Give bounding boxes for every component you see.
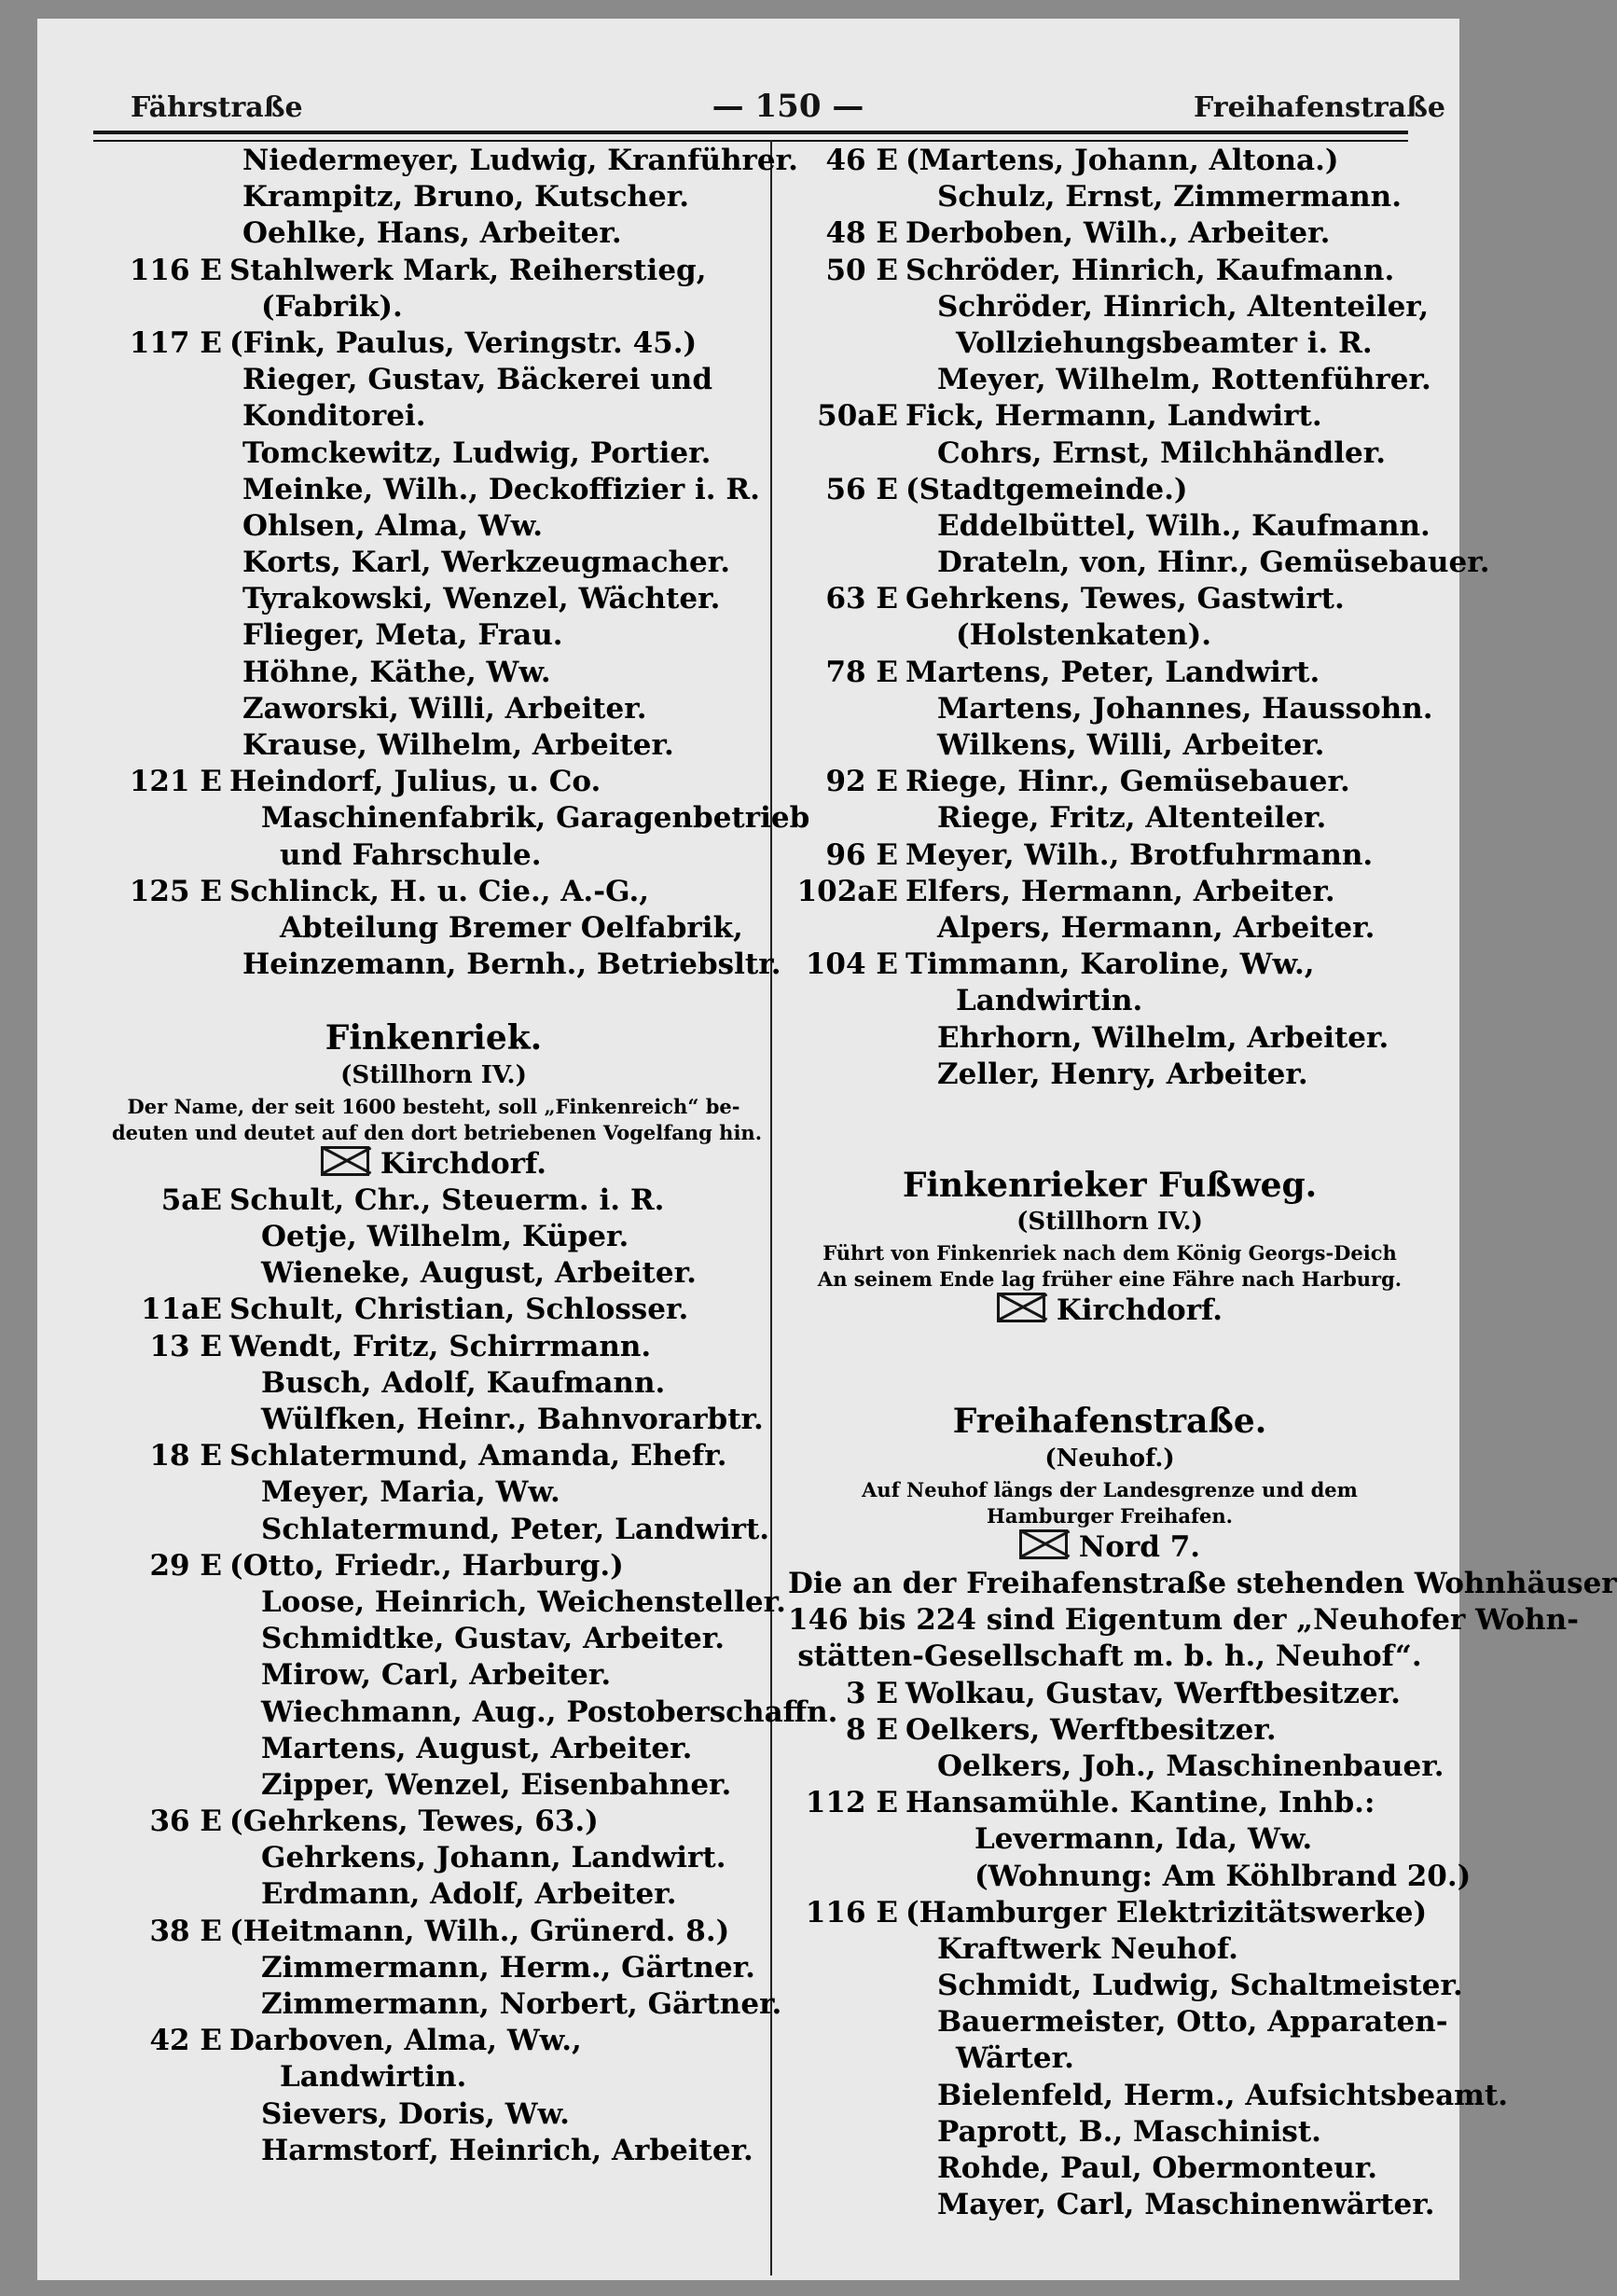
house-number: 8 E xyxy=(846,1712,898,1747)
resident-text: Landwirtin. xyxy=(280,2060,467,2095)
resident-text: Schröder, Hinrich, Kaufmann. xyxy=(905,253,1395,287)
directory-entry xyxy=(788,910,1431,947)
directory-entry xyxy=(788,1821,1431,1858)
post-office-line xyxy=(788,1529,1431,1566)
resident-text: Zimmermann, Herm., Gärtner. xyxy=(261,1950,755,1985)
resident-text: Schlinck, H. u. Cie., A.-G., xyxy=(229,874,650,908)
directory-entry xyxy=(788,764,1431,800)
house-number: 56 E xyxy=(825,472,898,506)
house-number: 38 E xyxy=(149,1914,222,1948)
resident-text: Fick, Hermann, Landwirt. xyxy=(905,399,1322,434)
house-number: 125 E xyxy=(129,874,222,908)
resident-text: (Hamburger Elektrizitätswerke) xyxy=(905,1895,1428,1929)
house-number: 92 E xyxy=(825,765,898,799)
envelope-icon xyxy=(1019,1529,1068,1559)
directory-entry xyxy=(112,1694,838,1731)
directory-entry xyxy=(788,508,1431,545)
resident-text: Mirow, Carl, Arbeiter. xyxy=(261,1658,612,1693)
resident-text: Schult, Chr., Steuerm. i. R. xyxy=(229,1183,665,1217)
resident-text: Maschinenfabrik, Garagenbetrieb xyxy=(261,801,810,836)
directory-entry xyxy=(112,1621,755,1657)
street-note: An seinem Ende lag früher eine Fähre nach Harburg. xyxy=(817,1267,1403,1292)
directory-entry xyxy=(788,1895,1431,1931)
resident-text: Harmstorf, Heinrich, Arbeiter. xyxy=(261,2133,753,2167)
resident-text: Niedermeyer, Ludwig, Kranführer. xyxy=(242,144,798,177)
directory-entry xyxy=(788,2004,1448,2040)
house-number: 63 E xyxy=(825,582,898,616)
directory-entry xyxy=(788,655,1431,691)
resident-text: Cohrs, Ernst, Milchhändler. xyxy=(937,436,1387,470)
directory-entry xyxy=(112,289,755,325)
resident-text: Bielenfeld, Herm., Aufsichtsbeamt. xyxy=(937,2078,1509,2112)
envelope-icon xyxy=(321,1146,369,1176)
spacer xyxy=(788,1329,1431,1366)
directory-entry xyxy=(112,143,798,179)
resident-text: Krause, Wilhelm, Arbeiter. xyxy=(242,728,674,762)
directory-entry xyxy=(788,874,1431,910)
directory-entry xyxy=(112,1292,755,1328)
directory-entry xyxy=(788,289,1431,325)
post-office-label: Kirchdorf. xyxy=(1056,1293,1223,1328)
directory-entry xyxy=(788,1859,1472,1895)
directory-entry xyxy=(788,325,1431,362)
resident-text: Loose, Heinrich, Weichensteller. xyxy=(261,1584,786,1619)
resident-text: Wärter. xyxy=(956,2041,1074,2076)
resident-text: (Wohnung: Am Köhlbrand 20.) xyxy=(974,1859,1472,1893)
spacer xyxy=(112,983,755,1020)
directory-entry xyxy=(788,691,1431,727)
street-district: (Stillhorn IV.) xyxy=(340,1060,527,1089)
resident-text: Wolkau, Gustav, Werftbesitzer. xyxy=(905,1676,1401,1710)
resident-text: Schmidtke, Gustav, Arbeiter. xyxy=(261,1622,725,1656)
resident-text: Konditorei. xyxy=(242,399,426,434)
resident-text: (Otto, Friedr., Harburg.) xyxy=(229,1548,624,1583)
running-header xyxy=(131,82,1445,138)
street-note: deuten und deutet auf den dort betriebenen Vogelfang hin. xyxy=(112,1120,762,1144)
resident-text: Martens, Peter, Landwirt. xyxy=(905,655,1320,689)
directory-entry xyxy=(112,1329,755,1365)
street-district: (Stillhorn IV.) xyxy=(1016,1208,1203,1237)
page-number: — 150 — xyxy=(712,88,864,125)
directory-entry xyxy=(112,1548,755,1584)
directory-entry xyxy=(788,837,1431,874)
resident-text: Zeller, Henry, Arbeiter. xyxy=(937,1057,1308,1091)
directory-entry xyxy=(112,874,755,910)
resident-text: Meyer, Wilh., Brotfuhrmann. xyxy=(905,837,1374,872)
street-note: Der Name, der seit 1600 besteht, soll „Finkenreich“ be- xyxy=(127,1094,740,1118)
header-rule-thin xyxy=(93,140,1408,142)
directory-entry xyxy=(112,837,755,874)
resident-text: Wendt, Fritz, Schirrmann. xyxy=(229,1329,652,1363)
street-note: Führt von Finkenriek nach dem König Georgs-Deich xyxy=(822,1241,1397,1266)
resident-text: Rieger, Gustav, Bäckerei und xyxy=(242,363,713,397)
directory-entry xyxy=(112,398,755,435)
resident-text: Hansamühle. Kantine, Inhb.: xyxy=(905,1786,1375,1820)
resident-text: Busch, Adolf, Kaufmann. xyxy=(261,1365,666,1400)
directory-entry xyxy=(112,1914,755,1950)
resident-text: Flieger, Meta, Frau. xyxy=(242,618,563,653)
directory-entry xyxy=(112,581,755,617)
header-left-street: Fährstraße xyxy=(131,91,303,124)
house-number: 50aE xyxy=(817,399,898,434)
directory-entry xyxy=(112,362,755,398)
resident-text: Paprott, B., Maschinist. xyxy=(937,2114,1321,2149)
directory-entry xyxy=(112,472,760,508)
resident-text: Oelkers, Joh., Maschinenbauer. xyxy=(937,1749,1444,1783)
resident-text: (Heitmann, Wilh., Grünerd. 8.) xyxy=(229,1914,730,1948)
resident-text: Tomckewitz, Ludwig, Portier. xyxy=(242,436,712,470)
resident-text: Tyrakowski, Wenzel, Wächter. xyxy=(242,582,721,616)
resident-text: Schmidt, Ludwig, Schaltmeister. xyxy=(937,1969,1463,2003)
resident-text: Wilkens, Willi, Arbeiter. xyxy=(937,728,1325,762)
resident-text: Vollziehungsbeamter i. R. xyxy=(956,325,1373,360)
resident-text: Sievers, Doris, Ww. xyxy=(261,2096,570,2131)
house-number: 42 E xyxy=(149,2024,222,2058)
directory-entry xyxy=(788,1968,1463,2004)
house-number: 117 E xyxy=(129,325,222,360)
directory-entry xyxy=(112,545,755,581)
resident-text: Zimmermann, Norbert, Gärtner. xyxy=(261,1987,782,2021)
envelope-icon xyxy=(997,1293,1045,1322)
directory-entry xyxy=(788,727,1431,764)
directory-entry xyxy=(788,1785,1431,1821)
resident-text: und Fahrschule. xyxy=(280,837,542,872)
directory-entry xyxy=(788,253,1431,289)
resident-text: Bauermeister, Otto, Apparaten- xyxy=(937,2005,1448,2040)
directory-entry xyxy=(112,1804,755,1840)
resident-text: Gehrkens, Tewes, Gastwirt. xyxy=(905,582,1345,616)
header-right-street: Freihafenstraße xyxy=(1194,91,1445,124)
house-number: 102aE xyxy=(796,874,898,908)
directory-entry xyxy=(788,1749,1444,1785)
directory-entry xyxy=(112,253,755,289)
spacer xyxy=(788,1366,1431,1404)
street-note: Die an der Freihafenstraße stehenden Wohnhäuser xyxy=(788,1567,1617,1600)
resident-text: Schlatermund, Peter, Landwirt. xyxy=(261,1512,770,1546)
post-office-line xyxy=(112,1146,755,1183)
resident-text: Meinke, Wilh., Deckoffizier i. R. xyxy=(242,472,760,506)
directory-entry xyxy=(112,179,755,215)
resident-text: Ohlsen, Alma, Ww. xyxy=(242,508,544,543)
house-number: 18 E xyxy=(149,1439,222,1473)
resident-text: Höhne, Käthe, Ww. xyxy=(242,655,551,689)
directory-entry xyxy=(112,1402,764,1438)
house-number: 78 E xyxy=(825,655,898,689)
directory-entry xyxy=(112,1183,755,1219)
directory-entry xyxy=(788,545,1490,581)
directory-entry xyxy=(788,1931,1431,1968)
resident-text: Schröder, Hinrich, Altenteiler, xyxy=(937,289,1430,324)
directory-entry xyxy=(112,727,755,764)
directory-entry xyxy=(112,910,755,947)
directory-entry xyxy=(788,143,1431,179)
directory-entry xyxy=(112,2059,755,2095)
directory-entry xyxy=(112,1584,786,1621)
directory-entry xyxy=(788,800,1431,837)
directory-entry xyxy=(788,947,1431,983)
directory-entry xyxy=(112,1512,770,1548)
resident-text: Landwirtin. xyxy=(956,984,1143,1018)
spacer xyxy=(788,1093,1431,1130)
directory-entry xyxy=(112,1438,755,1474)
directory-entry xyxy=(112,655,755,691)
resident-text: Abteilung Bremer Oelfabrik, xyxy=(280,910,743,945)
resident-text: Derboben, Wilh., Arbeiter. xyxy=(905,216,1331,251)
directory-entry xyxy=(788,1712,1431,1749)
right-column xyxy=(788,143,1617,2223)
house-number: 48 E xyxy=(825,216,898,251)
resident-text: (Martens, Johann, Altona.) xyxy=(905,144,1339,177)
directory-entry xyxy=(112,617,755,654)
house-number: 5aE xyxy=(160,1183,222,1217)
street-heading: Finkenrieker Fußweg. xyxy=(902,1165,1318,1205)
house-number: 121 E xyxy=(129,765,222,799)
resident-text: (Fink, Paulus, Veringstr. 45.) xyxy=(229,325,698,360)
street-note: stätten-Gesellschaft m. b. h., Neuhof“. xyxy=(797,1639,1422,1674)
street-district: (Neuhof.) xyxy=(1044,1444,1175,1473)
house-number: 116 E xyxy=(129,253,222,287)
house-number: 13 E xyxy=(149,1329,222,1363)
directory-entry xyxy=(112,2023,755,2059)
resident-text: Darboven, Alma, Ww., xyxy=(229,2024,582,2058)
directory-entry xyxy=(112,1474,755,1511)
directory-entry xyxy=(112,947,781,983)
directory-entry xyxy=(112,1219,755,1255)
resident-text: Riege, Hinr., Gemüsebauer. xyxy=(905,765,1350,799)
directory-entry xyxy=(112,1657,755,1694)
resident-text: Wiechmann, Aug., Postoberschaffn. xyxy=(261,1694,838,1729)
street-note: Auf Neuhof längs der Landesgrenze und dem xyxy=(862,1477,1358,1501)
directory-entry xyxy=(112,325,755,362)
directory-entry xyxy=(112,1255,755,1292)
resident-text: Korts, Karl, Werkzeugmacher. xyxy=(242,546,731,580)
directory-entry xyxy=(788,398,1431,435)
directory-entry xyxy=(788,1057,1431,1093)
left-column xyxy=(112,143,838,2169)
resident-text: Stahlwerk Mark, Reiherstieg, xyxy=(229,253,707,287)
directory-entry xyxy=(112,764,755,800)
resident-text: Mayer, Carl, Maschinenwärter. xyxy=(937,2188,1435,2222)
house-number: 29 E xyxy=(149,1548,222,1583)
resident-text: Schlatermund, Amanda, Ehefr. xyxy=(229,1439,727,1473)
resident-text: Timmann, Karoline, Ww., xyxy=(905,947,1315,982)
directory-entry xyxy=(788,581,1431,617)
house-number: 96 E xyxy=(825,837,898,872)
directory-entry xyxy=(112,436,755,472)
resident-text: Zipper, Wenzel, Eisenbahner. xyxy=(261,1767,732,1802)
street-note: Hamburger Freihafen. xyxy=(987,1503,1233,1528)
header-rule-thick xyxy=(93,131,1408,134)
directory-entry xyxy=(788,436,1431,472)
resident-text: Eddelbüttel, Wilh., Kaufmann. xyxy=(937,508,1430,543)
resident-text: Oelkers, Werftbesitzer. xyxy=(905,1712,1277,1747)
house-number: 50 E xyxy=(825,253,898,287)
resident-text: (Fabrik). xyxy=(261,289,403,324)
house-number: 112 E xyxy=(805,1786,898,1820)
directory-entry xyxy=(788,1020,1431,1057)
house-number: 3 E xyxy=(846,1676,898,1710)
resident-text: Heinzemann, Bernh., Betriebsltr. xyxy=(242,947,781,982)
directory-entry xyxy=(788,2040,1431,2077)
resident-text: Heindorf, Julius, u. Co. xyxy=(229,765,601,799)
directory-entry xyxy=(112,2096,755,2133)
street-note: 146 bis 224 sind Eigentum der „Neuhofer Wohn- xyxy=(788,1603,1579,1638)
resident-text: Rohde, Paul, Obermonteur. xyxy=(937,2151,1378,2185)
directory-entry xyxy=(788,2078,1509,2114)
post-office-label: Kirchdorf. xyxy=(380,1146,547,1181)
directory-entry xyxy=(112,1876,755,1913)
street-heading: Freihafenstraße. xyxy=(952,1402,1267,1442)
directory-entry xyxy=(788,2151,1431,2187)
resident-text: Erdmann, Adolf, Arbeiter. xyxy=(261,1877,677,1912)
directory-entry xyxy=(788,983,1431,1019)
directory-entry xyxy=(112,1767,755,1804)
directory-entry xyxy=(788,2187,1435,2223)
resident-text: Martens, August, Arbeiter. xyxy=(261,1731,693,1765)
house-number: 11aE xyxy=(141,1293,222,1327)
resident-text: Drateln, von, Hinr., Gemüsebauer. xyxy=(937,546,1490,580)
resident-text: Riege, Fritz, Altenteiler. xyxy=(937,801,1327,836)
resident-text: Schult, Christian, Schlosser. xyxy=(229,1293,689,1327)
post-office-line xyxy=(788,1293,1431,1329)
directory-entry xyxy=(788,617,1431,654)
street-heading: Finkenriek. xyxy=(325,1018,543,1058)
house-number: 104 E xyxy=(805,947,898,982)
resident-text: (Holstenkaten). xyxy=(956,618,1212,653)
directory-entry xyxy=(112,1840,755,1876)
directory-entry xyxy=(112,1986,782,2023)
resident-text: Elfers, Hermann, Arbeiter. xyxy=(905,874,1335,908)
resident-text: Meyer, Maria, Ww. xyxy=(261,1475,560,1510)
resident-text: Martens, Johannes, Haussohn. xyxy=(937,691,1433,726)
directory-entry xyxy=(788,179,1431,215)
resident-text: Wülfken, Heinr., Bahnvorarbtr. xyxy=(261,1403,764,1436)
resident-text: Wieneke, August, Arbeiter. xyxy=(261,1256,697,1291)
resident-text: (Gehrkens, Tewes, 63.) xyxy=(229,1805,599,1839)
directory-entry xyxy=(112,1731,755,1767)
directory-entry xyxy=(112,691,755,727)
directory-entry xyxy=(112,1950,755,1986)
post-office-label: Nord 7. xyxy=(1078,1529,1201,1564)
directory-entry xyxy=(112,508,755,545)
resident-text: Gehrkens, Johann, Landwirt. xyxy=(261,1841,726,1875)
resident-text: Schulz, Ernst, Zimmermann. xyxy=(937,180,1402,214)
resident-text: Levermann, Ida, Ww. xyxy=(974,1822,1313,1857)
directory-entry xyxy=(112,1365,755,1402)
resident-text: Alpers, Hermann, Arbeiter. xyxy=(937,910,1375,945)
column-divider xyxy=(770,140,772,2275)
resident-text: Oehlke, Hans, Arbeiter. xyxy=(242,216,622,251)
resident-text: Zaworski, Willi, Arbeiter. xyxy=(242,691,647,726)
resident-text: Oetje, Wilhelm, Küper. xyxy=(261,1220,629,1254)
house-number: 46 E xyxy=(825,144,898,177)
house-number: 116 E xyxy=(805,1895,898,1929)
directory-entry xyxy=(112,2133,755,2169)
resident-text: Krampitz, Bruno, Kutscher. xyxy=(242,180,689,214)
directory-entry xyxy=(788,1676,1431,1712)
directory-entry xyxy=(788,472,1431,508)
house-number: 36 E xyxy=(149,1805,222,1839)
resident-text: Meyer, Wilhelm, Rottenführer. xyxy=(937,363,1431,397)
resident-text: Ehrhorn, Wilhelm, Arbeiter. xyxy=(937,1020,1389,1055)
spacer xyxy=(788,1130,1431,1168)
resident-text: Kraftwerk Neuhof. xyxy=(937,1931,1238,1966)
directory-entry xyxy=(788,362,1431,398)
directory-entry xyxy=(112,215,755,252)
directory-entry xyxy=(788,2114,1431,2151)
directory-entry xyxy=(112,800,810,837)
directory-entry xyxy=(788,215,1431,252)
resident-text: (Stadtgemeinde.) xyxy=(905,472,1188,506)
